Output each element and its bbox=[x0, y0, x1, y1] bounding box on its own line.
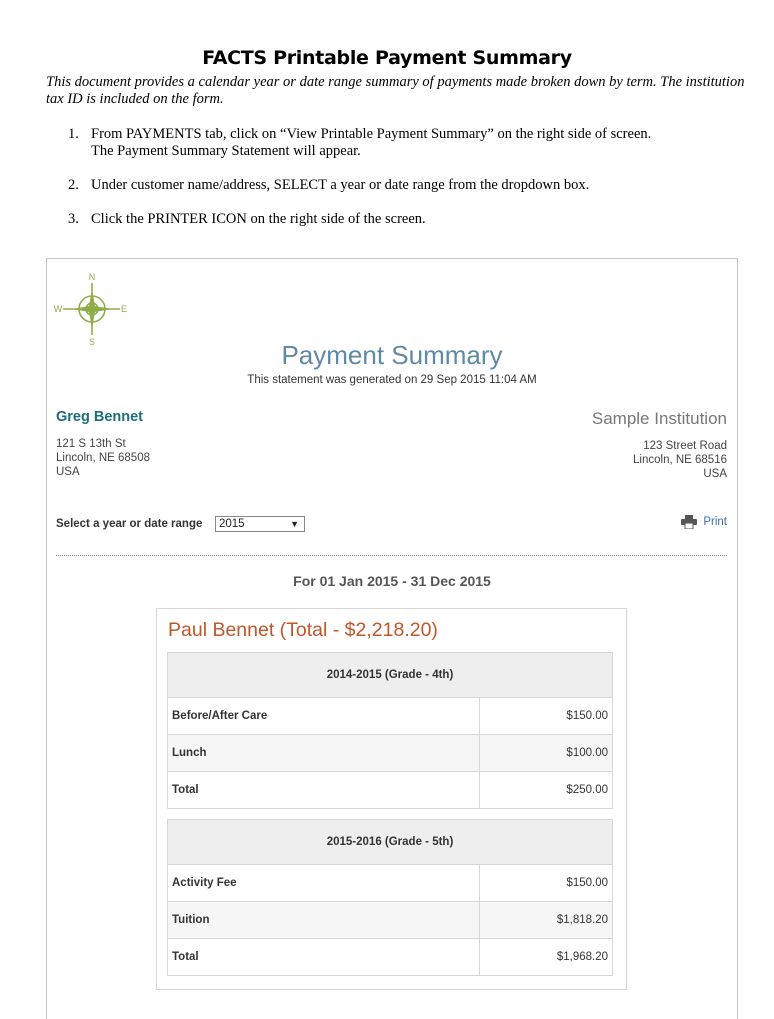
step-item bbox=[68, 177, 748, 194]
term-header: 2014-2015 (Grade - 4th) bbox=[168, 653, 613, 698]
printer-icon bbox=[681, 515, 697, 529]
fee-amount: $150.00 bbox=[480, 865, 613, 902]
fee-label: Total bbox=[168, 772, 480, 809]
customer-address bbox=[56, 437, 150, 479]
step-number: 3. bbox=[68, 211, 79, 227]
table-row bbox=[168, 902, 613, 939]
step-item bbox=[68, 211, 748, 228]
print-button[interactable] bbox=[681, 515, 727, 529]
compass-letter-s: S bbox=[88, 337, 96, 347]
instruction-steps bbox=[68, 126, 748, 245]
date-range-select[interactable] bbox=[215, 516, 305, 532]
institution-name: Sample Institution bbox=[591, 409, 727, 428]
step-number: 2. bbox=[68, 177, 79, 193]
fee-label: Activity Fee bbox=[168, 865, 480, 902]
student-total: Paul Bennet (Total - $2,218.20) bbox=[168, 619, 438, 641]
print-label: Print bbox=[703, 516, 727, 528]
fee-amount: $150.00 bbox=[480, 698, 613, 735]
table-row bbox=[168, 772, 613, 809]
document-title: FACTS Printable Payment Summary bbox=[202, 47, 572, 69]
section-divider bbox=[56, 555, 727, 556]
table-row bbox=[168, 698, 613, 735]
term-table bbox=[167, 652, 613, 809]
intro-text: This document provides a calendar year or date range summary of payments made broken down by term. The institution tax ID is included on the form. bbox=[46, 74, 745, 107]
fee-label: Before/After Care bbox=[168, 698, 480, 735]
compass-icon bbox=[54, 267, 128, 347]
summary-title: Payment Summary bbox=[281, 340, 503, 370]
fee-label: Total bbox=[168, 939, 480, 976]
payment-summary-screenshot bbox=[46, 258, 738, 1019]
term-table bbox=[167, 819, 613, 976]
compass-letter-e: E bbox=[120, 304, 128, 314]
fee-label: Tuition bbox=[168, 902, 480, 939]
address-line: 121 S 13th St bbox=[56, 438, 126, 450]
address-line: 123 Street Road bbox=[643, 440, 727, 452]
address-line: USA bbox=[56, 466, 80, 478]
compass-letter-n: N bbox=[88, 272, 96, 282]
fee-amount: $250.00 bbox=[480, 772, 613, 809]
period-heading: For 01 Jan 2015 - 31 Dec 2015 bbox=[293, 573, 491, 589]
step-item bbox=[68, 126, 748, 160]
step-text: Under customer name/address, SELECT a year or date range from the dropdown box. bbox=[91, 177, 590, 193]
address-line: USA bbox=[703, 468, 727, 480]
compass-letter-w: W bbox=[54, 304, 63, 314]
fee-amount: $1,968.20 bbox=[480, 939, 613, 976]
table-row bbox=[168, 735, 613, 772]
fee-amount: $1,818.20 bbox=[480, 902, 613, 939]
fee-label: Lunch bbox=[168, 735, 480, 772]
step-number: 1. bbox=[68, 126, 79, 142]
fee-amount: $100.00 bbox=[480, 735, 613, 772]
date-range-value: 2015 bbox=[219, 518, 245, 530]
term-header: 2015-2016 (Grade - 5th) bbox=[168, 820, 613, 865]
table-row bbox=[168, 865, 613, 902]
step-text-continued: The Payment Summary Statement will appear. bbox=[91, 143, 361, 159]
institution-address bbox=[633, 439, 727, 481]
customer-name: Greg Bennet bbox=[56, 409, 144, 425]
table-row bbox=[168, 939, 613, 976]
student-card bbox=[156, 608, 627, 990]
date-range-label: Select a year or date range bbox=[56, 518, 203, 530]
address-line: Lincoln, NE 68508 bbox=[56, 452, 150, 464]
step-text: Click the PRINTER ICON on the right side of the screen. bbox=[91, 211, 426, 227]
address-line: Lincoln, NE 68516 bbox=[633, 454, 727, 466]
dropdown-arrow-icon: ▼ bbox=[290, 519, 299, 529]
generated-timestamp: This statement was generated on 29 Sep 2015 11:04 AM bbox=[247, 374, 537, 386]
step-text: From PAYMENTS tab, click on “View Printable Payment Summary” on the right side of screen. bbox=[91, 126, 652, 142]
